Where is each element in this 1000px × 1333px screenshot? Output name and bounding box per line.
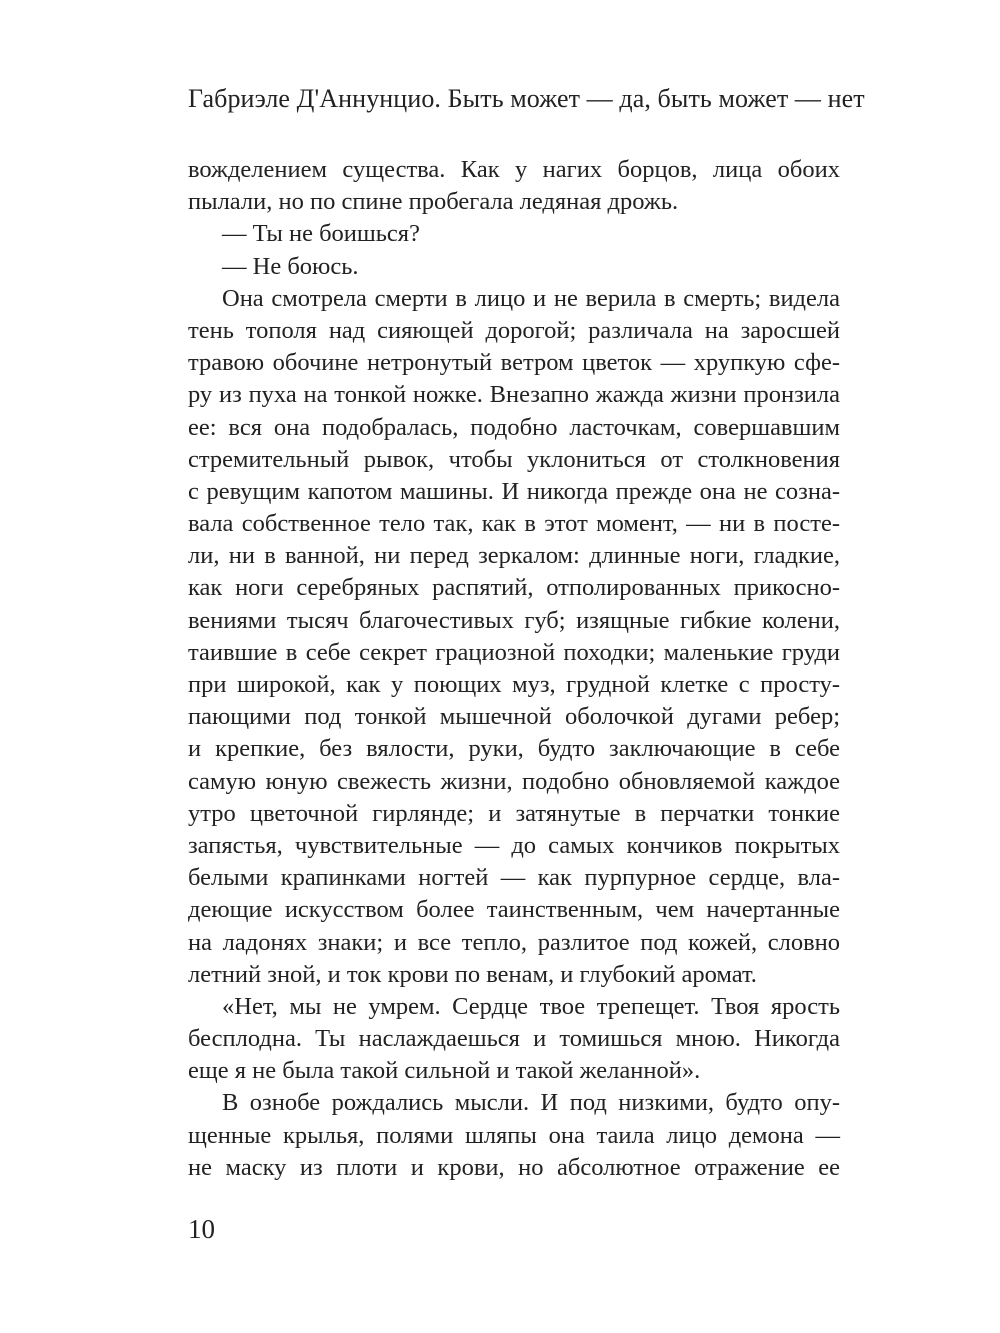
text-line: ли, ни в ванной, ни перед зеркалом: длинные ноги, гладкие, — [188, 542, 840, 570]
text-line: «Нет, мы не умрем. Сердце твое трепещет. Твоя ярость — [222, 992, 840, 1020]
text-line: еще я не была такой сильной и такой желанной». — [188, 1057, 701, 1085]
text-line: как ноги серебряных распятий, отполированных прикосно- — [188, 574, 840, 602]
page-number: 10 — [188, 1214, 215, 1244]
text-line: и крепкие, без вялости, руки, будто заключающие в себе — [188, 735, 840, 763]
paragraph — [188, 991, 840, 1088]
text-line: таившие в себе секрет грациозной походки; маленькие груди — [188, 638, 840, 666]
text-line: стремительный рывок, чтобы уклониться от столкновения — [188, 445, 840, 473]
text-line: на ладонях знаки; и все тепло, разлитое под кожей, словно — [188, 928, 840, 956]
paragraph — [188, 283, 840, 991]
text-line: вала собственное тело так, как в этот момент, — ни в посте- — [188, 510, 840, 538]
text-line: пающими под тонкой мышечной оболочкой дугами ребер; — [188, 703, 840, 731]
text-line: ру из пуха на тонкой ножке. Внезапно жажда жизни пронзила — [188, 381, 840, 409]
running-header: Габриэле Д'Аннунцио. Быть может — да, быть может — нет — [188, 84, 865, 113]
text-line: пылали, но по спине пробегала ледяная дрожь. — [188, 188, 679, 216]
text-line: травою обочине нетронутый ветром цветок — хрупкую сфе- — [188, 349, 840, 377]
text-line: с ревущим капотом машины. И никогда прежде она не созна- — [188, 477, 840, 505]
body-text — [188, 154, 840, 1184]
paragraph — [188, 218, 840, 250]
text-line: деющие искусством более таинственным, чем начертанные — [188, 896, 840, 924]
text-line: вожделением существа. Как у нагих борцов, лица обоих — [188, 156, 840, 183]
text-line: запястья, чувствительные — до самых кончиков покрытых — [188, 831, 840, 859]
text-line: Она смотрела смерти в лицо и не верила в смерть; видела — [222, 284, 840, 312]
text-line: В ознобе рождались мысли. И под низкими, будто опу- — [222, 1089, 840, 1117]
text-line: — Не боюсь. — [222, 252, 359, 280]
text-line: самую юную свежесть жизни, подобно обновляемой каждое — [188, 767, 840, 795]
text-line: вениями тысяч благочестивых губ; изящные гибкие колени, — [188, 606, 840, 634]
paragraph — [188, 251, 840, 283]
text-line: щенные крылья, полями шляпы она таила лицо демона — — [188, 1121, 840, 1149]
text-line: бесплодна. Ты наслаждаешься и томишься мною. Никогда — [188, 1025, 840, 1053]
text-line: не маску из плоти и крови, но абсолютное отражение ее — [188, 1153, 840, 1181]
paragraph — [188, 154, 840, 218]
text-line: ее: вся она подобралась, подобно ласточкам, совершавшим — [188, 413, 840, 441]
paragraph — [188, 1087, 840, 1184]
text-line: тень тополя над сияющей дорогой; различала на заросшей — [188, 316, 840, 344]
text-line: — Ты не боишься? — [222, 220, 420, 248]
text-line: при широкой, как у поющих муз, грудной клетке с просту- — [188, 671, 840, 698]
text-line: летний зной, и ток крови по венам, и глубокий аромат. — [188, 960, 757, 988]
text-line: утро цветочной гирлянде; и затянутые в перчатки тонкие — [188, 799, 840, 827]
text-line: белыми крапинками ногтей — как пурпурное сердце, вла- — [188, 864, 840, 892]
